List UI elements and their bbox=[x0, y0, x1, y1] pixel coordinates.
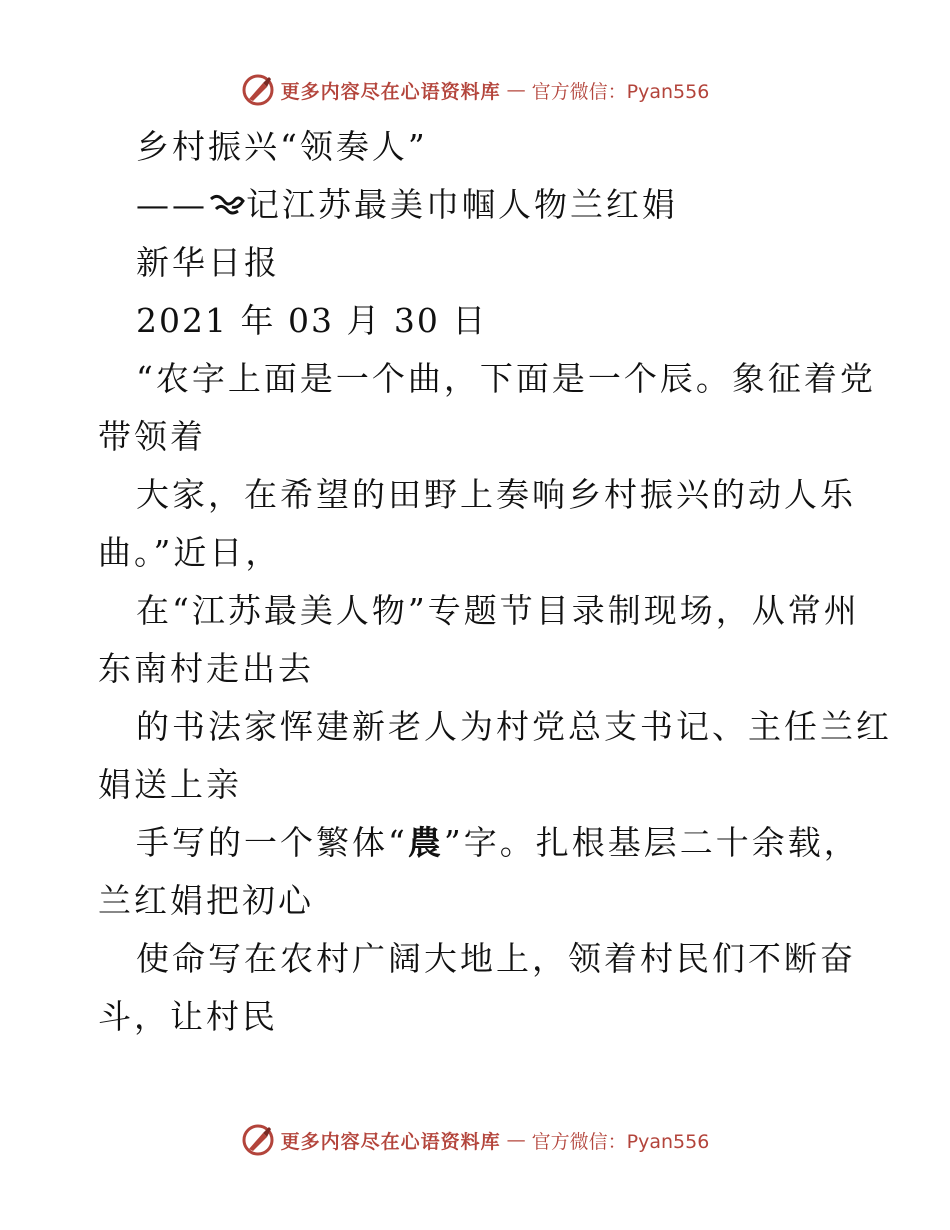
paragraph-line: 娟送上亲 bbox=[98, 765, 242, 804]
traditional-nong-char: 農 bbox=[407, 823, 444, 862]
paragraph-line: 曲。”近日， bbox=[98, 533, 282, 572]
paragraph-line: 大家，在希望的田野上奏响乡村振兴的动人乐 bbox=[136, 475, 856, 514]
pen-logo-icon bbox=[241, 73, 275, 107]
paragraph-line: 斗，让村民 bbox=[98, 997, 278, 1036]
banner-brand-text: 更多内容尽在心语资料库 bbox=[280, 80, 501, 103]
banner-brand-text: 更多内容尽在心语资料库 bbox=[280, 1130, 501, 1153]
paragraph-line: 东南村走出去 bbox=[98, 649, 314, 688]
subtitle-dash: —— bbox=[136, 185, 208, 224]
banner-separator: — bbox=[506, 1129, 526, 1151]
paragraph-line: 使命写在农村广阔大地上，领着村民们不断奋 bbox=[136, 939, 856, 978]
paragraph-line: 的书法家恽建新老人为村党总支书记、主任兰红 bbox=[136, 707, 892, 746]
paragraph-line: 带领着 bbox=[98, 417, 206, 456]
paragraph-line: 兰红娟把初心 bbox=[98, 881, 314, 920]
line-text: 手写的一个繁体“ bbox=[136, 823, 408, 862]
pen-logo-icon bbox=[241, 1123, 275, 1157]
paragraph-line: 在“江苏最美人物”专题节目录制现场，从常州 bbox=[136, 591, 860, 630]
article-body bbox=[98, 118, 892, 1046]
subtitle-text: 记江苏最美巾帼人物兰红娟 bbox=[246, 185, 678, 224]
article-title: 乡村振兴“领奏人” bbox=[136, 127, 428, 166]
flourish-icon bbox=[208, 189, 246, 219]
banner-separator: — bbox=[506, 79, 526, 101]
line-text: ”字。扎根基层二十余载， bbox=[443, 823, 860, 862]
footer-banner bbox=[0, 1120, 950, 1160]
header-banner bbox=[0, 70, 950, 110]
article-subtitle bbox=[98, 176, 858, 234]
banner-wechat-text: 官方微信：Pyan556 bbox=[531, 1130, 710, 1153]
banner-wechat-text: 官方微信：Pyan556 bbox=[531, 80, 710, 103]
paragraph-line: “农字上面是一个曲，下面是一个辰。象征着党 bbox=[136, 359, 876, 398]
paragraph-line bbox=[98, 814, 858, 872]
article-date: 2021 年 03 月 30 日 bbox=[136, 301, 488, 340]
article-source: 新华日报 bbox=[136, 243, 280, 282]
